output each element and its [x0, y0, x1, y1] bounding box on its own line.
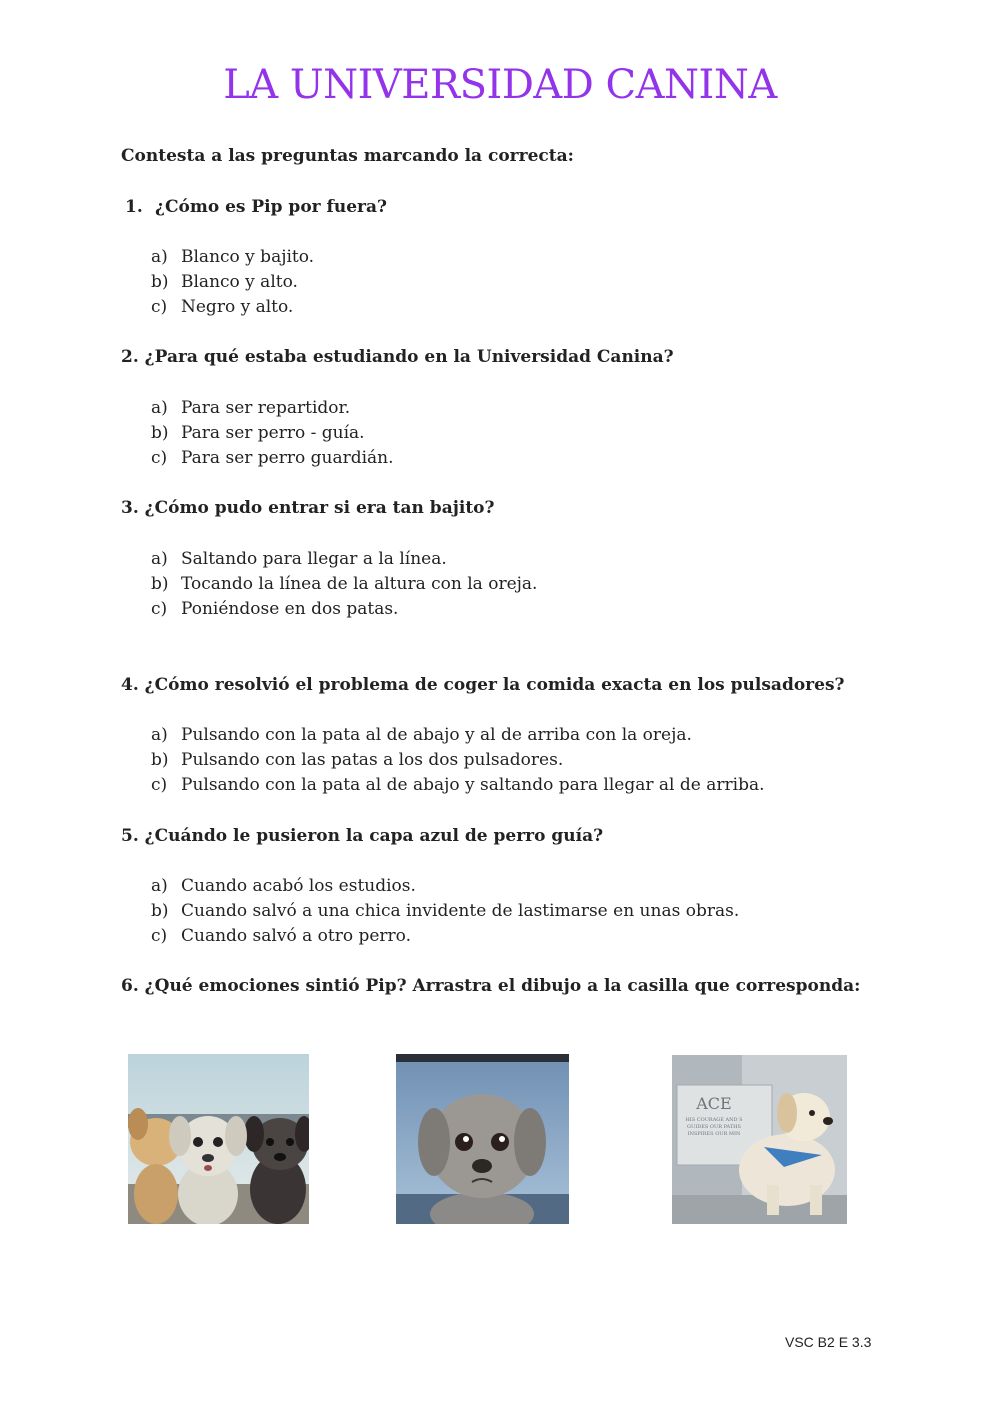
- option-3c[interactable]: c) Poniéndose en dos patas.: [151, 599, 399, 619]
- option-5c[interactable]: c) Cuando salvó a otro perro.: [151, 926, 412, 946]
- question-number: 1.: [125, 197, 143, 217]
- plaque-title: ACE: [696, 1094, 732, 1113]
- options-list-1: [151, 245, 314, 320]
- draggable-image-puppies[interactable]: [128, 1054, 309, 1224]
- question-5: [121, 826, 603, 846]
- option-5a[interactable]: a) Cuando acabó los estudios.: [151, 876, 416, 896]
- question-1: [125, 197, 387, 217]
- option-4b[interactable]: b) Pulsando con las patas a los dos pulsadores.: [151, 750, 564, 770]
- option-5b[interactable]: b) Cuando salvó a una chica invidente de lastimarse en unas obras.: [151, 901, 740, 921]
- option-2a[interactable]: a) Para ser repartidor.: [151, 398, 351, 418]
- question-text: ¿Cómo pudo entrar si era tan bajito?: [144, 498, 495, 518]
- options-list-3: [151, 547, 537, 622]
- options-list-5: [151, 874, 739, 949]
- footer-code: VSC B2 E 3.3: [785, 1334, 872, 1350]
- draggable-image-proud-dog[interactable]: [672, 1055, 847, 1224]
- sad-puppy-illustration: [396, 1054, 569, 1224]
- page-title: LA UNIVERSIDAD CANINA: [223, 62, 777, 108]
- question-3: [121, 498, 494, 518]
- question-number: 3.: [121, 498, 139, 518]
- question-2: [121, 347, 674, 367]
- option-2b[interactable]: b) Para ser perro - guía.: [151, 423, 365, 443]
- option-4c[interactable]: c) Pulsando con la pata al de abajo y saltando para llegar al de arriba.: [151, 775, 765, 795]
- plaque-line-3: INSPIRES OUR MIN: [687, 1131, 741, 1137]
- proud-dog-illustration: [672, 1055, 847, 1224]
- question-6: [121, 976, 860, 996]
- option-3a[interactable]: a) Saltando para llegar a la línea.: [151, 549, 447, 569]
- question-number: 5.: [121, 826, 139, 846]
- question-4: [121, 675, 844, 695]
- plaque-line-1: HIS COURAGE AND S: [685, 1117, 743, 1123]
- question-number: 6.: [121, 976, 139, 996]
- option-2c[interactable]: c) Para ser perro guardián.: [151, 448, 394, 468]
- instructions: Contesta a las preguntas marcando la correcta:: [121, 146, 574, 166]
- options-list-2: [151, 396, 394, 471]
- question-text: ¿Qué emociones sintió Pip? Arrastra el dibujo a la casilla que corresponda:: [144, 976, 861, 996]
- option-4a[interactable]: a) Pulsando con la pata al de abajo y al de arriba con la oreja.: [151, 725, 692, 745]
- option-3b[interactable]: b) Tocando la línea de la altura con la oreja.: [151, 574, 538, 594]
- question-number: 2.: [121, 347, 139, 367]
- question-text: ¿Cómo resolvió el problema de coger la comida exacta en los pulsadores?: [144, 675, 845, 695]
- draggable-image-sad-puppy[interactable]: [396, 1054, 569, 1224]
- question-text: ¿Cómo es Pip por fuera?: [155, 197, 387, 217]
- option-1b[interactable]: b) Blanco y alto.: [151, 272, 298, 292]
- question-text: ¿Cuándo le pusieron la capa azul de perro guía?: [144, 826, 604, 846]
- question-number: 4.: [121, 675, 139, 695]
- question-text: ¿Para qué estaba estudiando en la Universidad Canina?: [144, 347, 674, 367]
- option-1a[interactable]: a) Blanco y bajito.: [151, 247, 315, 267]
- option-1c[interactable]: c) Negro y alto.: [151, 297, 294, 317]
- options-list-4: [151, 723, 765, 798]
- puppies-illustration: [128, 1054, 309, 1224]
- plaque-line-2: GUIDES OUR PATHS: [687, 1124, 741, 1130]
